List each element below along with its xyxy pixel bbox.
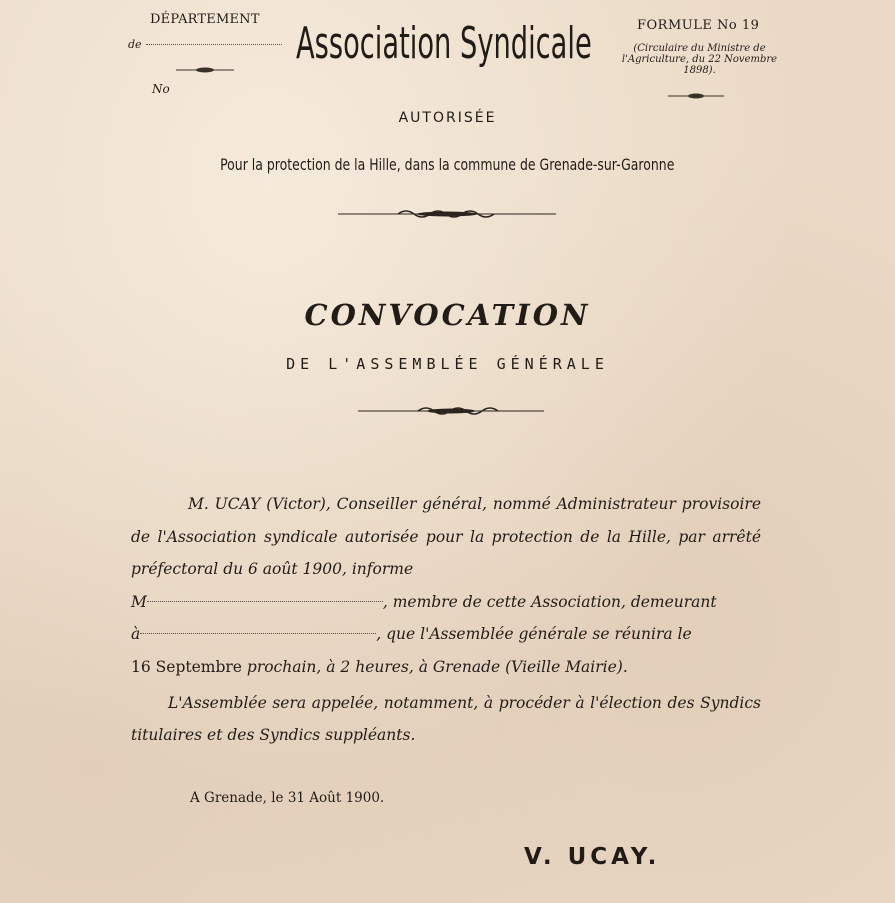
ornament-divider-top [338, 207, 556, 219]
formule-number: FORMULE No 19 [637, 18, 760, 33]
address-blank [140, 632, 376, 634]
small-ornament-right [668, 92, 724, 100]
protection-subtitle [0, 155, 895, 174]
departement-field [128, 38, 284, 51]
place-and-date: A Grenade, le 31 Août 1900. [190, 790, 385, 806]
protection-subtitle-text: Pour la protection de la Hille, dans la commune de Grenade-sur-Garonne [220, 155, 675, 174]
departement-label: DÉPARTEMENT [150, 12, 260, 27]
paragraph-election: L'Assemblée sera appelée, notamment, à procéder à l'élection des Syndics titulaires et des Syndics suppléants. [131, 694, 761, 744]
convocation-body [131, 488, 761, 751]
small-ornament-left [176, 66, 234, 74]
a-label: à [131, 625, 141, 643]
m-label: M [131, 592, 147, 611]
intro-text: M. UCAY (Victor), Conseiller général, nommé Administrateur provisoire de l'Association syndicale autorisée pour la protection de la Hille, par arrêté préfectoral du 6 août 1900, informe [131, 495, 761, 578]
de-label: de [128, 38, 142, 51]
convocation-title: CONVOCATION [304, 298, 591, 332]
assemblee-generale-subtitle: DE L'ASSEMBLÉE GÉNÉRALE [286, 355, 609, 373]
association-title: Association Syndicale [296, 18, 592, 69]
signature: V. UCAY. [524, 844, 661, 870]
autorisee-label: AUTORISÉE [398, 110, 497, 126]
departement-dotted-line [146, 44, 282, 45]
paragraph-convocation [131, 488, 761, 683]
member-text: , membre de cette Association, demeurant [382, 592, 717, 611]
meeting-details: prochain, à 2 heures, à Grenade (Vieille Mairie). [241, 657, 628, 676]
member-name-blank [147, 600, 383, 602]
meeting-date: 16 Septembre [131, 657, 242, 676]
numero-label: No [152, 82, 170, 96]
reunion-text: , que l'Assemblée générale se réunira le [376, 625, 692, 643]
ornament-divider-middle [358, 404, 544, 416]
circulaire-note: (Circulaire du Ministre de l'Agriculture, du 22 Novembre 1898). [621, 43, 778, 76]
